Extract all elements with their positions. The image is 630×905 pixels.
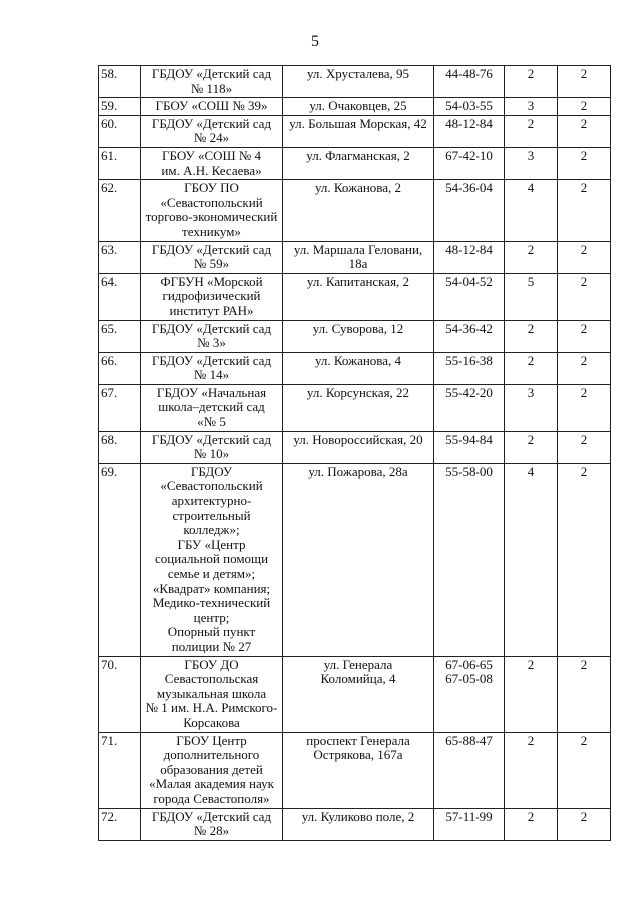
address-cell <box>283 732 434 808</box>
organization-cell <box>141 808 283 840</box>
phone-cell <box>434 384 505 431</box>
phone-cell-line: 54-04-52 <box>445 273 493 289</box>
phone-cell <box>434 66 505 98</box>
table-row <box>99 320 611 352</box>
address-cell <box>283 808 434 840</box>
count-b-cell: 2 <box>558 180 611 241</box>
row-number-cell: 59. <box>99 98 141 116</box>
address-cell-line: ул. Маршала Геловани, <box>293 241 423 257</box>
count-b-cell: 2 <box>558 431 611 463</box>
phone-cell-line: 67-42-10 <box>445 147 493 163</box>
row-number-cell: 64. <box>99 273 141 320</box>
table-row <box>99 273 611 320</box>
address-cell <box>283 384 434 431</box>
registry-table <box>98 65 611 841</box>
table-row <box>99 66 611 98</box>
row-number-cell: 71. <box>99 732 141 808</box>
count-b-cell: 2 <box>558 463 611 656</box>
count-b-cell: 2 <box>558 147 611 179</box>
organization-cell-line: «Квадрат» компания; <box>152 580 271 596</box>
organization-cell-line: архитектурно- <box>171 493 252 509</box>
address-cell-line: 18а <box>348 256 368 272</box>
organization-cell-line: колледж»; <box>183 522 240 538</box>
organization-cell-line: № 24» <box>193 130 230 146</box>
count-a-cell: 4 <box>505 463 558 656</box>
phone-cell-line: 55-94-84 <box>445 431 493 447</box>
phone-cell <box>434 180 505 241</box>
organization-cell-line: ФГБУН «Морской <box>160 273 263 289</box>
row-number-cell: 69. <box>99 463 141 656</box>
organization-cell-line: центр; <box>193 609 230 625</box>
organization-cell-line: ГБДОУ <box>190 463 233 479</box>
organization-cell-line: ГБДОУ «Детский сад <box>151 66 272 81</box>
phone-cell <box>434 241 505 273</box>
count-b-cell: 2 <box>558 241 611 273</box>
phone-cell <box>434 98 505 116</box>
organization-cell-line: № 1 им. Н.А. Римского- <box>145 700 278 716</box>
organization-cell-line: города Севастополя» <box>153 790 270 806</box>
organization-cell-line: № 59» <box>193 256 230 272</box>
count-a-cell: 5 <box>505 273 558 320</box>
organization-cell <box>141 732 283 808</box>
organization-cell-line: № 14» <box>193 367 230 383</box>
address-cell <box>283 115 434 147</box>
phone-cell-line: 55-16-38 <box>445 352 493 368</box>
address-cell <box>283 431 434 463</box>
phone-cell-line: 67-06-65 <box>445 656 493 672</box>
address-cell-line: ул. Генерала <box>323 656 393 672</box>
organization-cell-line: ГБДОУ «Детский сад <box>151 352 272 368</box>
phone-cell <box>434 115 505 147</box>
count-b-cell: 2 <box>558 732 611 808</box>
count-b-cell: 2 <box>558 320 611 352</box>
organization-cell-line: ГБДОУ «Детский сад <box>151 115 272 131</box>
organization-cell <box>141 273 283 320</box>
count-b-cell: 2 <box>558 384 611 431</box>
count-b-cell: 2 <box>558 98 611 116</box>
phone-cell-line: 67-05-08 <box>445 671 493 687</box>
organization-cell <box>141 147 283 179</box>
organization-cell-line: № 10» <box>193 446 230 462</box>
organization-cell <box>141 98 283 116</box>
organization-cell-line: образования детей <box>160 761 263 777</box>
phone-cell <box>434 732 505 808</box>
address-cell <box>283 180 434 241</box>
address-cell-line: ул. Пожарова, 28а <box>308 463 408 479</box>
table-row <box>99 384 611 431</box>
count-a-cell: 2 <box>505 66 558 98</box>
phone-cell-line: 55-42-20 <box>445 384 493 400</box>
address-cell-line: ул. Куликово поле, 2 <box>301 808 415 824</box>
row-number-cell: 68. <box>99 431 141 463</box>
organization-cell-line: «Севастопольский <box>160 478 263 494</box>
address-cell-line: ул. Корсунская, 22 <box>306 384 410 400</box>
address-cell-line: ул. Очаковцев, 25 <box>309 98 407 114</box>
count-b-cell: 2 <box>558 115 611 147</box>
table-row <box>99 98 611 116</box>
count-a-cell: 2 <box>505 656 558 732</box>
registry-table-body <box>99 66 611 841</box>
organization-cell-line: ГБОУ Центр <box>176 732 247 748</box>
phone-cell-line: 55-58-00 <box>445 463 493 479</box>
table-row <box>99 352 611 384</box>
address-cell-line: ул. Новороссийская, 20 <box>293 431 423 447</box>
organization-cell-line: строительный <box>172 507 251 523</box>
phone-cell <box>434 320 505 352</box>
organization-cell-line: № 28» <box>193 823 230 839</box>
address-cell <box>283 352 434 384</box>
organization-cell-line: № 3» <box>197 335 226 351</box>
organization-cell-line: «№ 5 <box>197 414 226 430</box>
address-cell <box>283 147 434 179</box>
count-a-cell: 2 <box>505 352 558 384</box>
phone-cell <box>434 656 505 732</box>
address-cell <box>283 273 434 320</box>
count-b-cell: 2 <box>558 66 611 98</box>
address-cell-line: ул. Флагманская, 2 <box>306 147 410 163</box>
organization-cell-line: «Малая академия наук <box>149 776 274 792</box>
organization-cell <box>141 463 283 656</box>
address-cell <box>283 241 434 273</box>
count-a-cell: 3 <box>505 384 558 431</box>
count-a-cell: 4 <box>505 180 558 241</box>
count-a-cell: 2 <box>505 241 558 273</box>
organization-cell-line: ГБДОУ «Детский сад <box>151 320 272 336</box>
organization-cell-line: техникум» <box>182 223 241 239</box>
organization-cell-line: семье и детям»; <box>167 566 256 581</box>
organization-cell-line: ГБОУ «СОШ № 4 <box>161 147 262 163</box>
organization-cell-line: ГБДОУ «Начальная <box>156 384 267 400</box>
count-a-cell: 2 <box>505 808 558 840</box>
organization-cell-line: ГБДОУ «Детский сад <box>151 808 272 824</box>
count-a-cell: 3 <box>505 147 558 179</box>
count-a-cell: 2 <box>505 431 558 463</box>
organization-cell <box>141 66 283 98</box>
phone-cell-line: 54-36-42 <box>445 320 493 336</box>
phone-cell-line: 65-88-47 <box>445 732 493 748</box>
organization-cell <box>141 384 283 431</box>
organization-cell-line: № 118» <box>190 80 233 96</box>
table-row <box>99 241 611 273</box>
count-b-cell: 2 <box>558 808 611 840</box>
organization-cell-line: ГБДОУ «Детский сад <box>151 431 272 447</box>
address-cell-line: ул. Хрусталева, 95 <box>306 66 410 81</box>
address-cell <box>283 656 434 732</box>
row-number-cell: 58. <box>99 66 141 98</box>
table-row <box>99 463 611 656</box>
phone-cell-line: 57-11-99 <box>445 808 493 824</box>
organization-cell <box>141 352 283 384</box>
page-number: 5 <box>311 33 319 50</box>
organization-cell-line: Опорный пункт <box>167 624 256 640</box>
table-row <box>99 732 611 808</box>
address-cell-line: ул. Капитанская, 2 <box>306 273 410 289</box>
row-number-cell: 66. <box>99 352 141 384</box>
address-cell <box>283 98 434 116</box>
table-row <box>99 180 611 241</box>
organization-cell-line: школа–детский сад <box>158 399 265 415</box>
organization-cell <box>141 241 283 273</box>
address-cell-line: ул. Суворова, 12 <box>312 320 404 336</box>
phone-cell <box>434 352 505 384</box>
table-row <box>99 808 611 840</box>
table-row <box>99 147 611 179</box>
count-a-cell: 3 <box>505 98 558 116</box>
row-number-cell: 67. <box>99 384 141 431</box>
phone-cell-line: 54-03-55 <box>445 98 493 114</box>
organization-cell-line: ГБОУ «СОШ № 39» <box>155 98 268 114</box>
organization-cell-line: торгово-экономический <box>145 209 278 225</box>
organization-cell-line: «Севастопольский <box>160 194 263 210</box>
count-b-cell: 2 <box>558 352 611 384</box>
organization-cell <box>141 115 283 147</box>
address-cell <box>283 66 434 98</box>
count-b-cell: 2 <box>558 273 611 320</box>
phone-cell <box>434 431 505 463</box>
organization-cell-line: Медико-технический <box>152 595 271 611</box>
row-number-cell: 72. <box>99 808 141 840</box>
organization-cell <box>141 180 283 241</box>
organization-cell-line: Севастопольская <box>164 671 259 687</box>
organization-cell-line: гидрофизический <box>162 288 261 304</box>
phone-cell-line: 54-36-04 <box>445 180 493 196</box>
phone-cell-line: 48-12-84 <box>445 241 493 257</box>
row-number-cell: 60. <box>99 115 141 147</box>
address-cell-line: ул. Большая Морская, 42 <box>289 115 427 131</box>
address-cell <box>283 320 434 352</box>
address-cell <box>283 463 434 656</box>
address-cell-line: Коломийца, 4 <box>320 671 396 687</box>
address-cell-line: ул. Кожанова, 4 <box>314 352 402 368</box>
phone-cell <box>434 808 505 840</box>
address-cell-line: проспект Генерала <box>306 732 410 748</box>
organization-cell-line: ГБДОУ «Детский сад <box>151 241 272 257</box>
count-a-cell: 2 <box>505 732 558 808</box>
organization-cell-line: ГБУ «Центр <box>177 536 246 552</box>
organization-cell-line: им. А.Н. Кесаева» <box>161 162 262 178</box>
organization-cell-line: социальной помощи <box>154 551 269 567</box>
phone-cell <box>434 273 505 320</box>
count-a-cell: 2 <box>505 320 558 352</box>
organization-cell <box>141 431 283 463</box>
phone-cell <box>434 147 505 179</box>
organization-cell <box>141 656 283 732</box>
table-row <box>99 431 611 463</box>
organization-cell-line: институт РАН» <box>169 302 254 318</box>
table-row <box>99 115 611 147</box>
organization-cell-line: полиции № 27 <box>171 638 252 654</box>
row-number-cell: 70. <box>99 656 141 732</box>
organization-cell-line: ГБОУ ПО <box>184 180 239 196</box>
count-b-cell: 2 <box>558 656 611 732</box>
table-row <box>99 656 611 732</box>
row-number-cell: 63. <box>99 241 141 273</box>
organization-cell-line: Корсакова <box>183 714 240 730</box>
address-cell-line: ул. Кожанова, 2 <box>314 180 402 196</box>
address-cell-line: Острякова, 167а <box>313 747 403 763</box>
phone-cell-line: 48-12-84 <box>445 115 493 131</box>
row-number-cell: 62. <box>99 180 141 241</box>
organization-cell-line: дополнительного <box>163 747 260 763</box>
organization-cell-line: музыкальная школа <box>156 685 267 701</box>
row-number-cell: 61. <box>99 147 141 179</box>
row-number-cell: 65. <box>99 320 141 352</box>
phone-cell <box>434 463 505 656</box>
phone-cell-line: 44-48-76 <box>445 66 493 81</box>
count-a-cell: 2 <box>505 115 558 147</box>
organization-cell-line: ГБОУ ДО <box>184 656 239 672</box>
organization-cell <box>141 320 283 352</box>
